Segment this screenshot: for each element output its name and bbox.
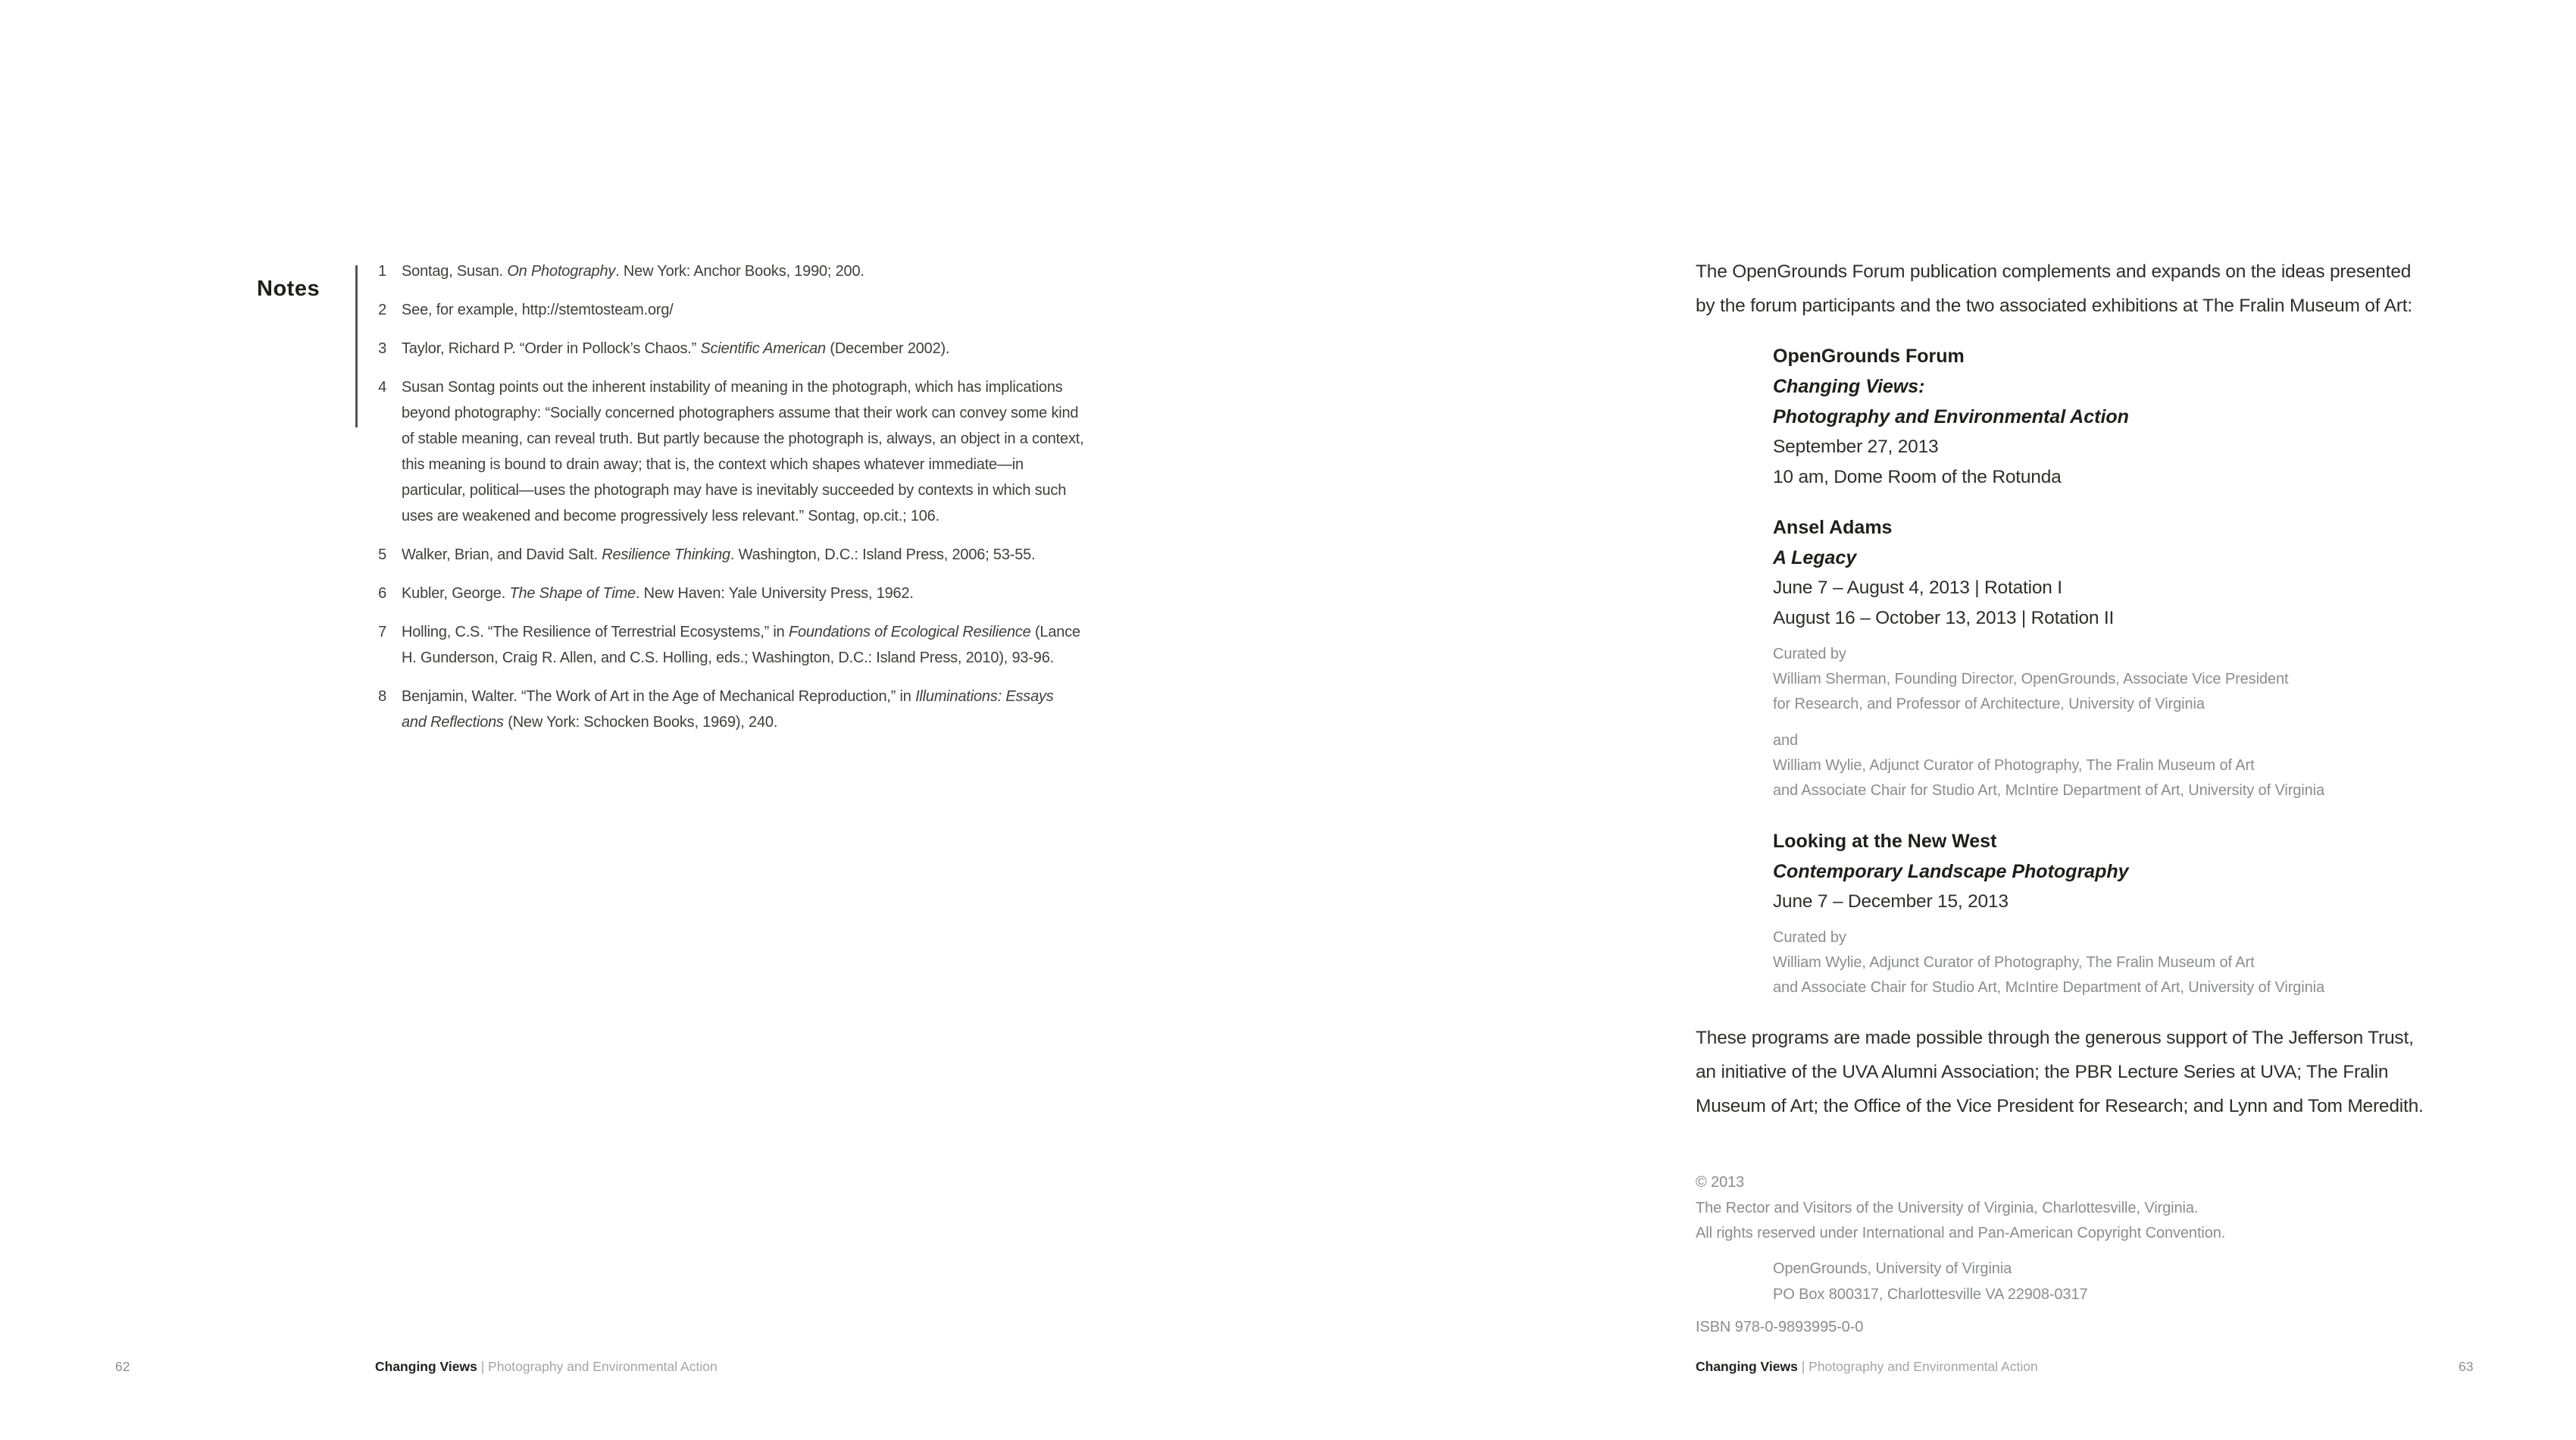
- note-number: 3: [378, 340, 386, 357]
- copyright-line: © 2013: [1696, 1174, 1745, 1191]
- page-number-right: 63: [2459, 1359, 2474, 1374]
- event-block: [1773, 341, 2129, 493]
- note-number: 6: [378, 585, 386, 602]
- page-number-left: 62: [115, 1359, 130, 1374]
- intro-line: by the forum participants and the two associated exhibitions at The Fralin Museum of Art:: [1696, 296, 2412, 316]
- note-text: [402, 619, 1080, 671]
- note-text: [402, 684, 1054, 735]
- running-footer-title: Changing Views: [1696, 1359, 1798, 1374]
- event-subtitle: Contemporary Landscape Photography: [1773, 861, 2129, 882]
- note-item: [347, 542, 1196, 568]
- text-run: Sontag, Susan.: [402, 263, 508, 280]
- event-detail: 10 am, Dome Room of the Rotunda: [1773, 467, 2062, 487]
- event-title: Looking at the New West: [1773, 831, 1997, 852]
- note-item: [347, 374, 1196, 529]
- text-run: See, for example, http://stemtosteam.org/: [402, 302, 674, 318]
- running-footer-left: [375, 1358, 717, 1375]
- italic-run: On Photography: [507, 263, 616, 280]
- event-detail: August 16 – October 13, 2013 | Rotation II: [1773, 608, 2115, 628]
- note-line: [402, 297, 674, 323]
- text-run: . Washington, D.C.: Island Press, 2006; 53-55.: [730, 546, 1036, 563]
- note-text: [402, 374, 1083, 529]
- italic-run: Resilience Thinking: [602, 546, 730, 563]
- note-line: [402, 374, 1083, 400]
- note-line: [402, 400, 1083, 426]
- note-line: [402, 503, 1083, 529]
- event-block: [1773, 512, 2324, 803]
- note-text: [402, 258, 864, 284]
- isbn-line: ISBN 978-0-9893995-0-0: [1696, 1318, 1864, 1335]
- colophon: [1696, 1170, 2225, 1340]
- running-footer-separator: |: [1801, 1359, 1805, 1374]
- text-run: (New York: Schocken Books, 1969), 240.: [503, 714, 778, 731]
- text-run: uses are weakened and become progressively less relevant.” Sontag, op.cit.; 106.: [402, 508, 939, 524]
- support-line: an initiative of the UVA Alumni Association; the PBR Lecture Series at UVA; The Fralin: [1696, 1062, 2389, 1082]
- curator-line: Curated by: [1773, 646, 1846, 662]
- text-run: H. Gunderson, Craig R. Allen, and C.S. Holling, eds.; Washington, D.C.: Island Press, 2010), 93-96.: [402, 650, 1055, 666]
- running-footer-title: Changing Views: [375, 1359, 477, 1374]
- curator-line: and Associate Chair for Studio Art, McIntire Department of Art, University of Virginia: [1773, 979, 2325, 996]
- italic-run: and Reflections: [402, 714, 504, 731]
- note-text: [402, 581, 914, 606]
- text-run: . New Haven: Yale University Press, 1962.: [635, 585, 914, 602]
- note-number: 1: [378, 263, 386, 280]
- running-footer-subtitle: Photography and Environmental Action: [1809, 1359, 2038, 1374]
- note-line: [402, 684, 1054, 709]
- support-paragraph: [1696, 1021, 2424, 1123]
- note-line: [402, 709, 1054, 735]
- curator-line: Curated by: [1773, 929, 1846, 946]
- text-run: particular, political—uses the photograph may have is inevitably succeeded by contexts in which such: [402, 482, 1067, 499]
- text-run: of stable meaning, can reveal truth. But partly because the photograph is, always, an object in a context,: [402, 430, 1084, 447]
- note-line: [402, 645, 1080, 671]
- intro-paragraph: [1696, 255, 2412, 323]
- notes-list: [347, 258, 1196, 748]
- text-run: Walker, Brian, and David Salt.: [402, 546, 602, 563]
- curator-line: William Wylie, Adjunct Curator of Photography, The Fralin Museum of Art: [1773, 757, 2255, 774]
- text-run: beyond photography: “Socially concerned photographers assume that their work can convey some kind: [402, 405, 1079, 421]
- note-text: [402, 336, 949, 362]
- note-item: [347, 619, 1196, 671]
- note-line: [402, 426, 1083, 452]
- curator-line: William Wylie, Adjunct Curator of Photography, The Fralin Museum of Art: [1773, 954, 2255, 971]
- curator-block: [1773, 925, 2324, 1000]
- note-number: 5: [378, 546, 386, 563]
- event-block: [1773, 826, 2324, 1000]
- italic-run: The Shape of Time: [509, 585, 636, 602]
- running-footer-separator: |: [480, 1359, 485, 1374]
- event-detail: June 7 – December 15, 2013: [1773, 891, 2009, 912]
- event-subtitle: Photography and Environmental Action: [1773, 406, 2129, 427]
- notes-section-title: Notes: [257, 277, 320, 302]
- note-item: [347, 684, 1196, 735]
- running-footer-right: [1696, 1358, 2038, 1375]
- note-number: 2: [378, 302, 386, 318]
- note-line: [402, 336, 949, 362]
- text-run: Holling, C.S. “The Resilience of Terrestrial Ecosystems,” in: [402, 624, 789, 640]
- note-text: [402, 542, 1035, 568]
- note-line: [402, 477, 1083, 503]
- curator-line: and: [1773, 732, 1799, 749]
- note-item: [347, 297, 1196, 323]
- curator-gap: [1773, 717, 2324, 728]
- text-run: Taylor, Richard P. “Order in Pollock’s Chaos.”: [402, 340, 701, 357]
- italic-run: Scientific American: [700, 340, 826, 357]
- text-run: Susan Sontag points out the inherent instability of meaning in the photograph, which has implications: [402, 379, 1063, 396]
- text-run: this meaning is bound to drain away; that is, the context which shapes whatever immediate—in: [402, 456, 1024, 473]
- publisher-address-block: [1773, 1256, 2225, 1307]
- text-run: Kubler, George.: [402, 585, 510, 602]
- note-item: [347, 336, 1196, 362]
- event-subtitle: Changing Views:: [1773, 376, 1925, 397]
- curator-line: for Research, and Professor of Architecture, University of Virginia: [1773, 696, 2205, 712]
- intro-line: The OpenGrounds Forum publication complements and expands on the ideas presented: [1696, 261, 2412, 282]
- italic-run: Illuminations: Essays: [915, 688, 1054, 705]
- support-line: Museum of Art; the Office of the Vice President for Research; and Lynn and Tom Meredith.: [1696, 1096, 2424, 1116]
- text-run: . New York: Anchor Books, 1990; 200.: [615, 263, 864, 280]
- note-item: [347, 258, 1196, 284]
- note-item: [347, 581, 1196, 606]
- text-run: Benjamin, Walter. “The Work of Art in the Age of Mechanical Reproduction,” in: [402, 688, 916, 705]
- event-title: OpenGrounds Forum: [1773, 346, 1965, 367]
- note-text: [402, 297, 674, 323]
- note-number: 7: [378, 624, 386, 640]
- copyright-block: [1696, 1170, 2225, 1247]
- running-footer-subtitle: Photography and Environmental Action: [488, 1359, 717, 1374]
- note-number: 8: [378, 688, 386, 705]
- event-title: Ansel Adams: [1773, 517, 1893, 538]
- support-line: These programs are made possible through the generous support of The Jefferson Trust,: [1696, 1028, 2414, 1048]
- event-detail: June 7 – August 4, 2013 | Rotation I: [1773, 578, 2062, 598]
- curator-line: William Sherman, Founding Director, OpenGrounds, Associate Vice President: [1773, 671, 2289, 687]
- copyright-line: The Rector and Visitors of the University of Virginia, Charlottesville, Virginia.: [1696, 1199, 2199, 1216]
- text-run: (December 2002).: [826, 340, 950, 357]
- curator-line: and Associate Chair for Studio Art, McIntire Department of Art, University of Virginia: [1773, 782, 2325, 799]
- note-number: 4: [378, 379, 386, 396]
- italic-run: Foundations of Ecological Resilience: [788, 624, 1031, 640]
- note-line: [402, 258, 864, 284]
- curator-block: [1773, 642, 2324, 803]
- event-subtitle: A Legacy: [1773, 547, 1857, 568]
- note-line: [402, 452, 1083, 477]
- text-run: (Lance: [1030, 624, 1080, 640]
- note-line: [402, 581, 914, 606]
- address-line: PO Box 800317, Charlottesville VA 22908-0317: [1773, 1285, 2088, 1303]
- address-line: OpenGrounds, University of Virginia: [1773, 1260, 2012, 1277]
- note-line: [402, 542, 1035, 568]
- copyright-line: All rights reserved under International and Pan-American Copyright Convention.: [1696, 1225, 2226, 1241]
- event-detail: September 27, 2013: [1773, 437, 1939, 457]
- note-line: [402, 619, 1080, 645]
